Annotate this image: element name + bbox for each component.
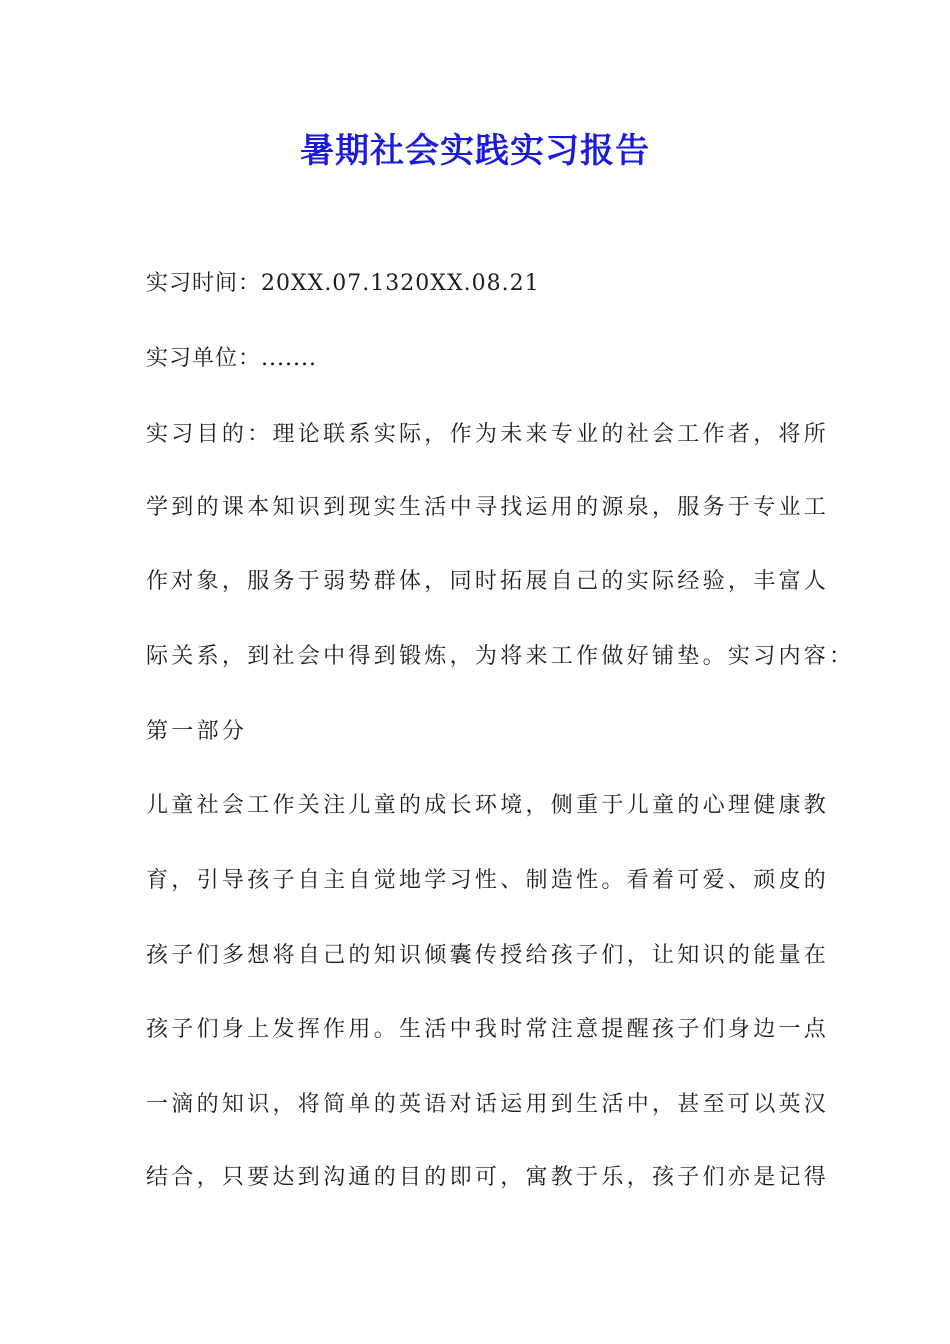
paragraph-line: 育，引导孩子自主自觉地学习性、制造性。看着可爱、顽皮的 (146, 868, 830, 893)
paragraph-line: 实习目的：理论联系实际，作为未来专业的社会工作者，将所 (146, 422, 830, 447)
paragraph-line: 学到的课本知识到现实生活中寻找运用的源泉，服务于专业工 (146, 495, 830, 520)
paragraph-line: 作对象，服务于弱势群体，同时拓展自己的实际经验，丰富人 (146, 569, 830, 594)
paragraph-line: 际关系，到社会中得到锻炼，为将来工作做好铺垫。实习内容： (146, 644, 855, 669)
internship-time-line: 实习时间：20XX.07.1320XX.08.21 (146, 271, 540, 296)
section-heading: 第一部分 (146, 719, 248, 744)
paragraph-line: 儿童社会工作关注儿童的成长环境，侧重于儿童的心理健康教 (146, 793, 830, 818)
internship-unit-line: 实习单位：....... (146, 346, 317, 371)
paragraph-line: 孩子们多想将自己的知识倾囊传授给孩子们，让知识的能量在 (146, 943, 830, 968)
paragraph-line: 孩子们身上发挥作用。生活中我时常注意提醒孩子们身边一点 (146, 1017, 830, 1042)
document-title: 暑期社会实践实习报告 (300, 131, 650, 171)
paragraph-line: 一滴的知识，将简单的英语对话运用到生活中，甚至可以英汉 (146, 1092, 830, 1117)
paragraph-line: 结合，只要达到沟通的目的即可，寓教于乐，孩子们亦是记得 (146, 1165, 830, 1190)
